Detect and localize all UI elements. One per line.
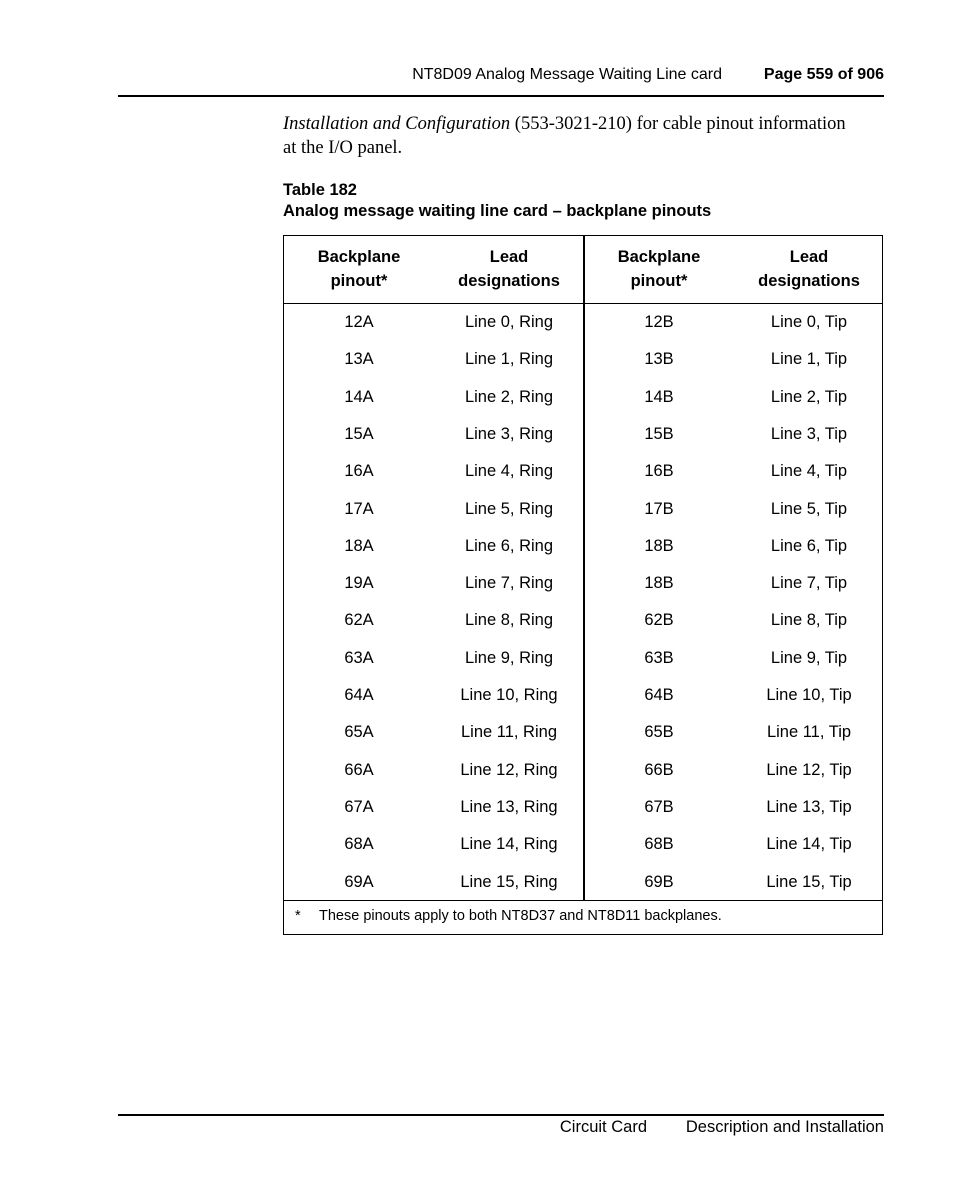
- table-cell: 16A: [344, 462, 374, 481]
- footnote-marker: *: [295, 908, 301, 924]
- table-cell: 66B: [644, 760, 674, 779]
- table-cell: 63B: [644, 648, 674, 667]
- table-cell: 13A: [344, 350, 374, 369]
- table-cell: Line 12, Ring: [460, 760, 558, 779]
- table-row: [284, 683, 882, 720]
- table-cell: 67B: [644, 797, 674, 816]
- book-title: Installation and Configuration: [283, 114, 511, 134]
- page-number: Page 559 of 906: [763, 66, 884, 83]
- table-cell: Line 7, Tip: [770, 574, 848, 593]
- table-cell: 12B: [644, 313, 674, 331]
- table-cell: 18A: [344, 536, 374, 555]
- table-cell: Line 8, Ring: [464, 611, 554, 630]
- footer-right: Description and Installation: [685, 1118, 884, 1136]
- header-title: NT8D09 Analog Message Waiting Line card: [412, 66, 722, 83]
- table-cell: 66A: [344, 760, 374, 779]
- table-cell: 18B: [644, 574, 674, 593]
- table-cell: 17B: [644, 499, 674, 518]
- intro-text-2: at the I/O panel.: [283, 138, 403, 158]
- table-cell: 65A: [344, 723, 374, 742]
- table-cell: 68A: [344, 835, 374, 854]
- table-cell: 67A: [344, 797, 374, 816]
- table-row: [284, 832, 882, 869]
- table-cell: Line 5, Tip: [770, 499, 848, 518]
- intro-paragraph: [283, 112, 883, 160]
- header-line: pinout*: [330, 272, 388, 290]
- table-cell: Line 0, Tip: [770, 313, 848, 331]
- table-cell: Line 13, Ring: [460, 797, 558, 816]
- table-cell: 64B: [644, 686, 674, 704]
- table-cell: Line 5, Ring: [464, 499, 554, 518]
- table-cell: Line 3, Tip: [770, 424, 848, 443]
- table-cell: Line 15, Ring: [460, 872, 558, 891]
- table-cell: 62B: [644, 611, 674, 630]
- header-line: designations: [458, 272, 560, 290]
- pinout-table: [283, 235, 883, 935]
- table-cell: Line 3, Ring: [464, 424, 554, 443]
- table-row: [284, 534, 882, 571]
- table-cell: Line 13, Tip: [766, 797, 852, 816]
- footnote-text: These pinouts apply to both NT8D37 and NT8D11 backplanes.: [319, 908, 722, 924]
- table-cell: Line 11, Ring: [460, 723, 557, 742]
- table-cell: 12A: [344, 313, 374, 331]
- table-row: [284, 310, 882, 347]
- table-cell: Line 1, Ring: [464, 350, 554, 369]
- footer-left: Circuit Card: [559, 1118, 647, 1136]
- table-number: Table 182: [283, 181, 357, 199]
- header-line: pinout*: [630, 272, 688, 290]
- table-cell: Line 14, Ring: [460, 835, 558, 854]
- footer-rule: [118, 1114, 884, 1116]
- header-line: Backplane: [617, 248, 701, 266]
- table-row: [284, 608, 882, 645]
- intro-text-1: (553-3021-210) for cable pinout information: [510, 114, 846, 134]
- table-row: [284, 459, 882, 496]
- table-cell: Line 12, Tip: [766, 760, 852, 779]
- table-row: [284, 347, 882, 384]
- header-cell: [434, 245, 584, 293]
- table-row: [284, 646, 882, 683]
- header-cell: [284, 245, 434, 293]
- table-cell: Line 10, Tip: [766, 686, 852, 704]
- table-cell: Line 7, Ring: [464, 574, 554, 593]
- table-cell: 64A: [344, 686, 374, 704]
- table-cell: Line 6, Ring: [464, 536, 554, 555]
- table-cell: 19A: [344, 574, 374, 593]
- table-cell: 63A: [344, 648, 374, 667]
- table-cell: 15A: [344, 424, 374, 443]
- table-cell: 13B: [644, 350, 674, 369]
- table-cell: Line 9, Ring: [464, 648, 554, 667]
- table-cell: 14A: [344, 387, 374, 406]
- table-footnote: [284, 900, 882, 934]
- table-cell: Line 11, Tip: [766, 723, 852, 742]
- table-cell: 16B: [644, 462, 674, 481]
- page-header: [118, 66, 884, 86]
- table-row: [284, 720, 882, 757]
- table-cell: 17A: [344, 499, 374, 518]
- table-cell: Line 14, Tip: [766, 835, 852, 854]
- table-cell: 69B: [644, 872, 674, 891]
- table-row: [284, 497, 882, 534]
- table-cell: Line 2, Tip: [770, 387, 848, 406]
- table-cell: Line 9, Tip: [770, 648, 848, 667]
- header-line: designations: [758, 272, 860, 290]
- table-cell: Line 4, Tip: [770, 462, 848, 481]
- table-cell: 14B: [644, 387, 674, 406]
- table-row: [284, 795, 882, 832]
- header-cell: [734, 245, 884, 293]
- table-cell: Line 2, Ring: [464, 387, 554, 406]
- table-row: [284, 571, 882, 608]
- header-rule: [118, 95, 884, 97]
- table-cell: 69A: [344, 872, 374, 891]
- table-cell: Line 15, Tip: [766, 872, 852, 891]
- page-footer: [118, 1118, 884, 1138]
- table-title: Analog message waiting line card – backplane pinouts: [283, 202, 712, 220]
- table-row: [284, 422, 882, 459]
- header-line: Lead: [789, 248, 829, 266]
- header-cell: [584, 245, 734, 293]
- table-cell: Line 4, Ring: [464, 462, 554, 481]
- table-cell: Line 0, Ring: [464, 313, 554, 331]
- table-cell: 65B: [644, 723, 674, 742]
- table-cell: 68B: [644, 835, 674, 854]
- header-line: Lead: [489, 248, 529, 266]
- table-cell: Line 6, Tip: [770, 536, 848, 555]
- table-cell: Line 8, Tip: [770, 611, 848, 630]
- table-row: [284, 385, 882, 422]
- table-cell: Line 1, Tip: [770, 350, 848, 369]
- table-row: [284, 758, 882, 795]
- header-line: Backplane: [317, 248, 401, 266]
- table-cell: 62A: [344, 611, 374, 630]
- table-cell: 15B: [644, 424, 674, 443]
- table-cell: Line 10, Ring: [460, 686, 558, 704]
- table-caption: [283, 180, 711, 222]
- table-cell: 18B: [644, 536, 674, 555]
